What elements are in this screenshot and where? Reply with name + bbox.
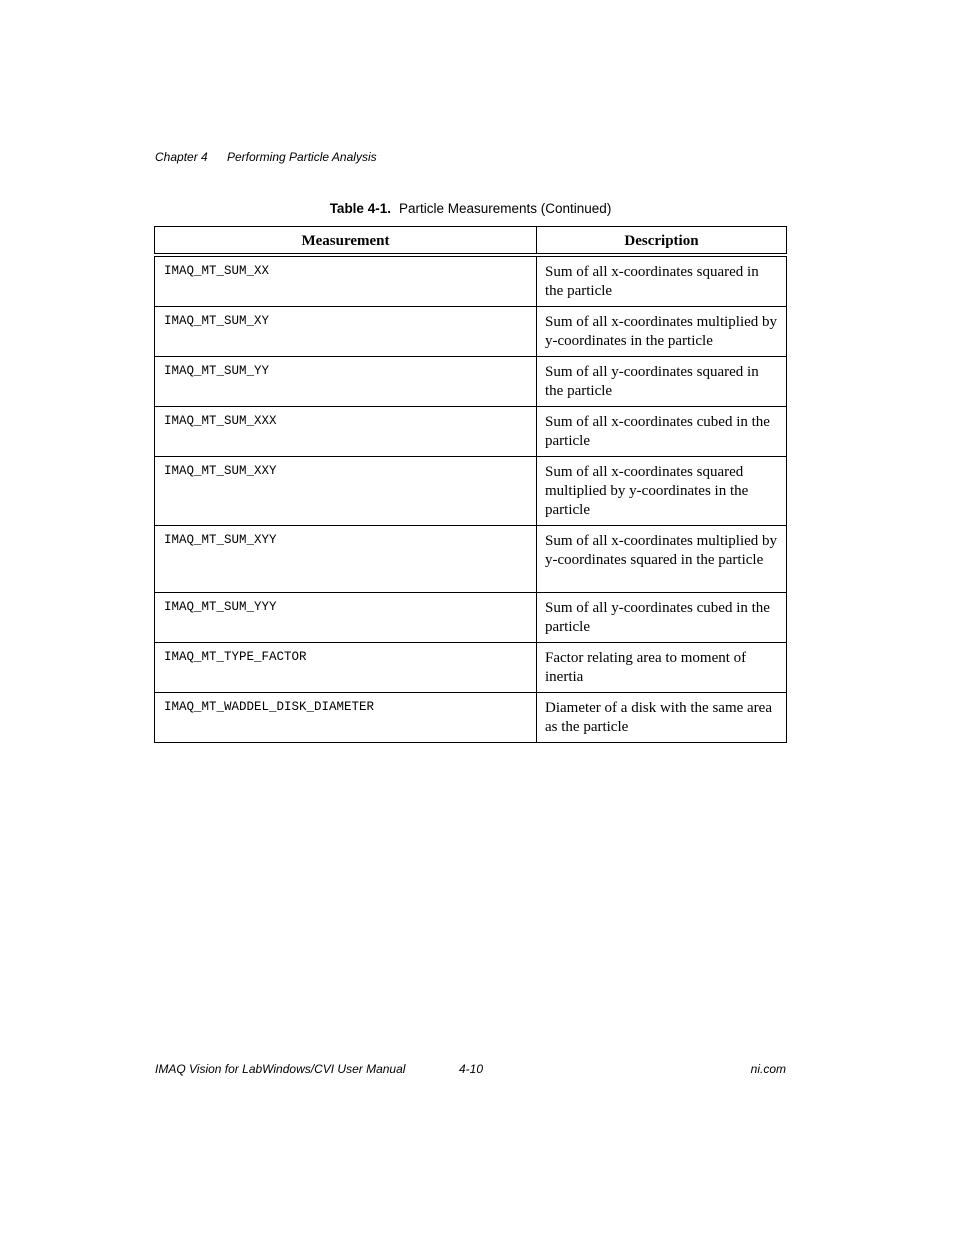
description-cell: Sum of all x-coordinates multiplied by y-coordinates in the particle xyxy=(537,306,787,356)
table-row xyxy=(155,642,787,692)
table-caption-label: Table 4-1. xyxy=(329,201,391,216)
table-row xyxy=(155,255,787,307)
description-cell: Sum of all y-coordinates cubed in the particle xyxy=(537,592,787,642)
table-caption xyxy=(155,201,786,216)
measurement-cell: IMAQ_MT_WADDEL_DISK_DIAMETER xyxy=(155,692,537,742)
column-header-description: Description xyxy=(537,227,787,255)
particle-measurements-table xyxy=(154,226,787,743)
description-cell: Sum of all x-coordinates squared multiplied by y-coordinates in the particle xyxy=(537,456,787,525)
table-header-row xyxy=(155,227,787,255)
chapter-label: Chapter 4 xyxy=(155,150,208,164)
measurement-cell: IMAQ_MT_SUM_XYY xyxy=(155,525,537,592)
description-cell: Sum of all x-coordinates multiplied by y-coordinates squared in the particle xyxy=(537,525,787,592)
page-number: 4-10 xyxy=(459,1062,484,1076)
description-cell: Sum of all x-coordinates cubed in the particle xyxy=(537,406,787,456)
measurement-cell: IMAQ_MT_SUM_YYY xyxy=(155,592,537,642)
description-cell: Factor relating area to moment of inertia xyxy=(537,642,787,692)
chapter-title: Performing Particle Analysis xyxy=(227,150,377,164)
table-row xyxy=(155,692,787,742)
measurement-cell: IMAQ_MT_SUM_XX xyxy=(155,255,537,307)
description-cell: Sum of all y-coordinates squared in the particle xyxy=(537,356,787,406)
table-row xyxy=(155,356,787,406)
table-row xyxy=(155,456,787,525)
description-cell: Sum of all x-coordinates squared in the particle xyxy=(537,255,787,307)
running-header xyxy=(155,150,377,164)
measurement-cell: IMAQ_MT_SUM_XY xyxy=(155,306,537,356)
measurement-cell: IMAQ_MT_SUM_XXY xyxy=(155,456,537,525)
table-caption-text: Particle Measurements (Continued) xyxy=(398,201,612,216)
measurement-cell: IMAQ_MT_SUM_XXX xyxy=(155,406,537,456)
table-row xyxy=(155,592,787,642)
website-link: ni.com xyxy=(750,1062,786,1076)
measurement-cell: IMAQ_MT_TYPE_FACTOR xyxy=(155,642,537,692)
table-row xyxy=(155,306,787,356)
column-header-measurement: Measurement xyxy=(155,227,537,255)
manual-title: IMAQ Vision for LabWindows/CVI User Manual xyxy=(155,1062,406,1076)
measurement-cell: IMAQ_MT_SUM_YY xyxy=(155,356,537,406)
table-row xyxy=(155,406,787,456)
table-row xyxy=(155,525,787,592)
description-cell: Diameter of a disk with the same area as the particle xyxy=(537,692,787,742)
